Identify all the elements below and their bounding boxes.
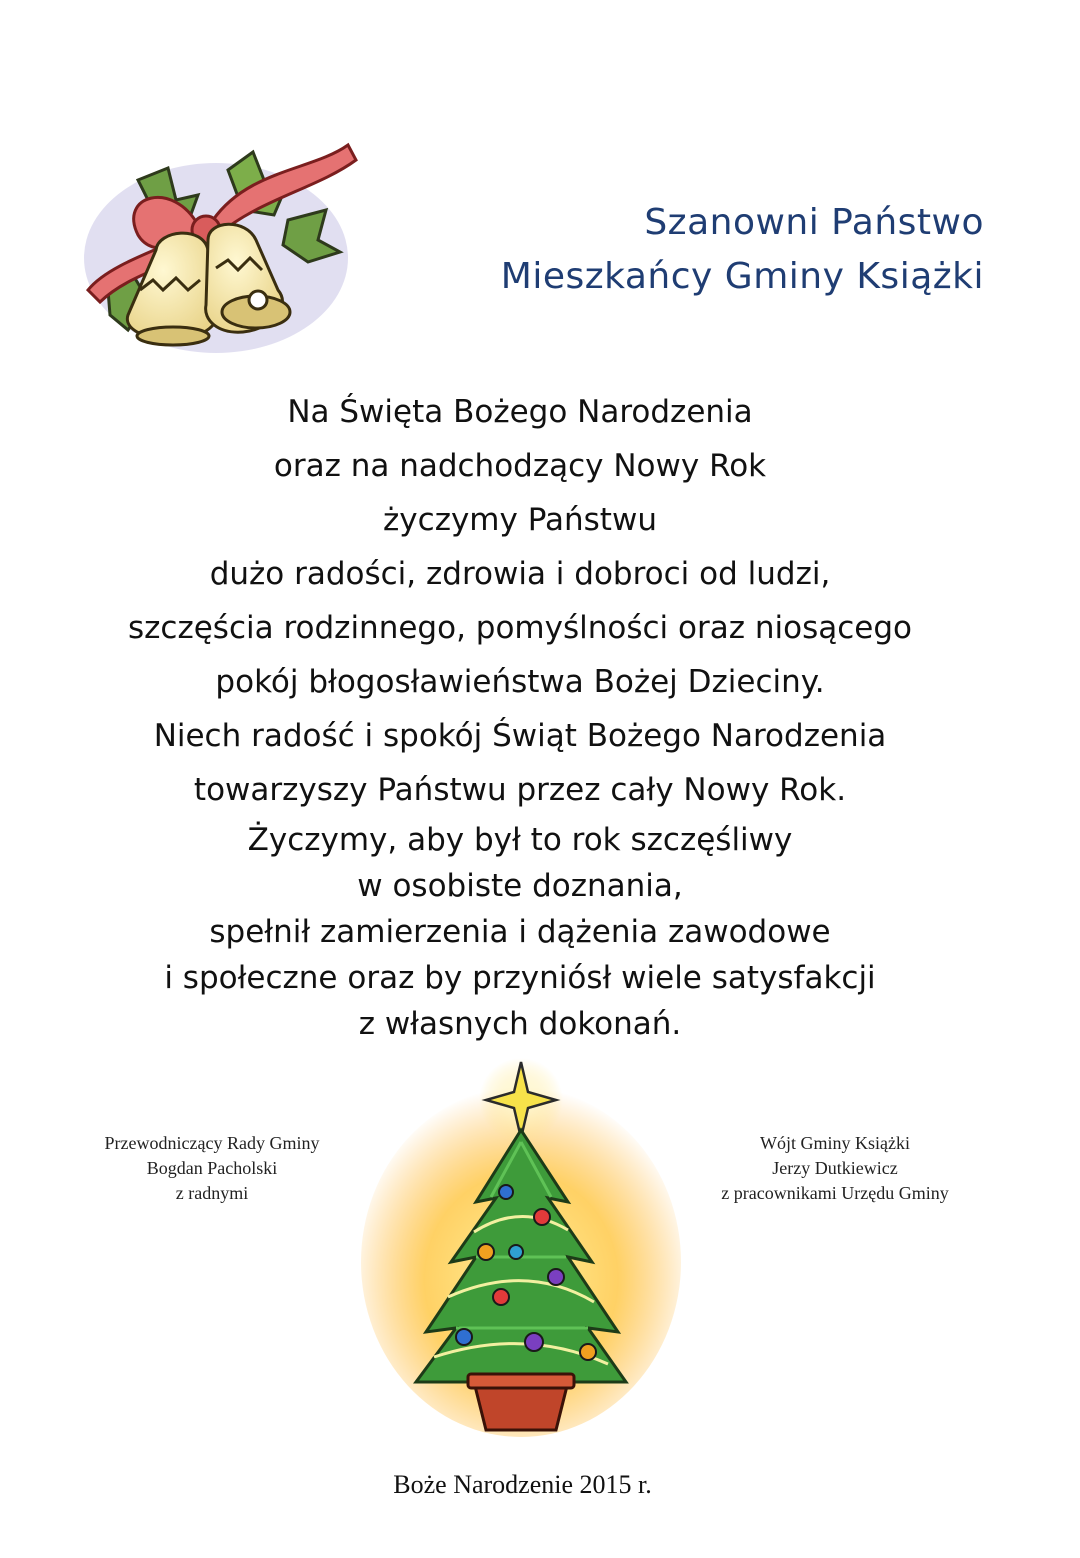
signature-left-name: Bogdan Pacholski [146, 1158, 278, 1178]
signature-left-title: Przewodniczący Rady Gminy [104, 1133, 320, 1153]
wishes-line: Życzymy, aby był to rok szczęśliwy [247, 822, 793, 858]
wishes-line: szczęścia rodzinnego, pomyślności oraz niosącego [128, 610, 912, 646]
wishes-line: w osobiste doznania, [357, 868, 683, 904]
wishes-line: oraz na nadchodzący Nowy Rok [273, 448, 767, 484]
signature-left [62, 1131, 362, 1206]
wishes-line: Na Święta Bożego Narodzenia [287, 394, 753, 430]
wishes-line: z własnych dokonań. [358, 1006, 682, 1042]
heading-line-1: Szanowni Państwo [644, 202, 984, 243]
wishes-line: pokój błogosławieństwa Bożej Dzieciny. [215, 664, 825, 700]
signature-right [680, 1131, 990, 1206]
signature-left-with: z radnymi [175, 1183, 249, 1203]
christmas-tree-icon [356, 1052, 686, 1442]
wishes-line: życzymy Państwu [383, 502, 657, 538]
signature-right-with: z pracownikami Urzędu Gminy [721, 1183, 949, 1203]
wishes-line: i społeczne oraz by przyniósł wiele satysfakcji [164, 960, 876, 996]
wishes-line: towarzyszy Państwu przez cały Nowy Rok. [193, 772, 847, 808]
signature-right-name: Jerzy Dutkiewicz [772, 1158, 898, 1178]
christmas-bells-icon [78, 140, 360, 358]
footer-date: Boże Narodzenie 2015 r. [393, 1470, 652, 1499]
heading-line-2: Mieszkańcy Gminy Książki [500, 256, 984, 297]
signature-right-title: Wójt Gminy Książki [760, 1133, 910, 1153]
wishes-text [60, 385, 980, 1047]
wishes-line: spełnił zamierzenia i dążenia zawodowe [209, 914, 831, 950]
wishes-line: Niech radość i spokój Świąt Bożego Narodzenia [153, 718, 887, 754]
greeting-heading [501, 196, 984, 304]
wishes-line: dużo radości, zdrowia i dobroci od ludzi, [209, 556, 831, 592]
